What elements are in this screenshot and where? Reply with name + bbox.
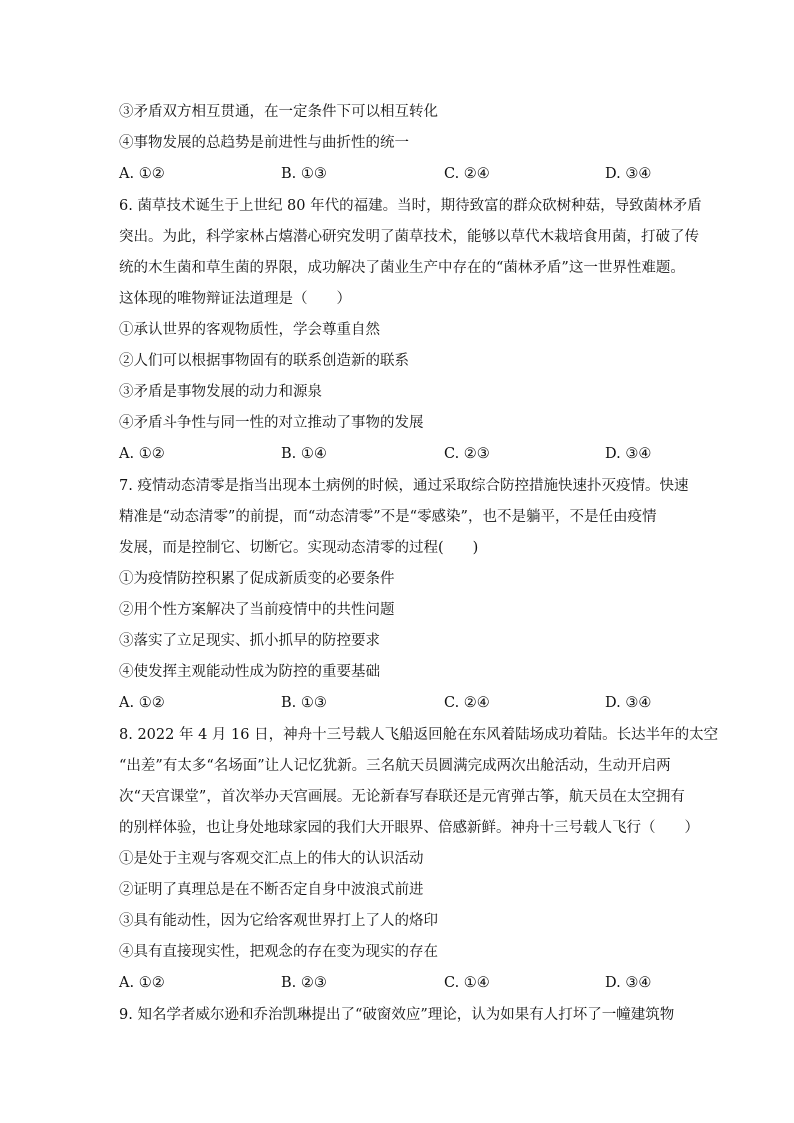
q6-statement-3: ③矛盾是事物发展的动力和源泉 bbox=[119, 384, 322, 400]
question-6-line-4: 这体现的唯物辩证法道理是（ ） bbox=[119, 291, 351, 307]
question-8-line-2: “出差”有太多“名场面”让人记忆犹新。三名航天员圆满完成两次出舱活动，生动开启两 bbox=[119, 758, 671, 774]
options-row bbox=[119, 164, 679, 184]
q6-statement-1: ①承认世界的客观物质性，学会尊重自然 bbox=[119, 322, 380, 338]
option-b: B. ②③ bbox=[281, 975, 327, 991]
question-8-line-3: 次“天宫课堂”，首次举办天宫画展。无论新春写春联还是元宵弹古筝，航天员在太空拥有 bbox=[119, 789, 685, 805]
option-d: D. ③④ bbox=[605, 695, 652, 711]
question-6-line-3: 统的木生菌和草生菌的界限，成功解决了菌业生产中存在的“菌林矛盾”这一世界性难题。 bbox=[119, 260, 685, 276]
option-a: A. ①② bbox=[119, 975, 165, 991]
statement-4: ④事物发展的总趋势是前进性与曲折性的统一 bbox=[119, 135, 409, 151]
option-c: C. ②④ bbox=[444, 695, 490, 711]
question-7-line-1: 7. 疫情动态清零是指当出现本土病例的时候，通过采取综合防控措施快速扑灭疫情。快速 bbox=[119, 478, 689, 494]
option-c: C. ①④ bbox=[444, 975, 490, 991]
q7-statement-2: ②用个性方案解决了当前疫情中的共性问题 bbox=[119, 602, 395, 618]
question-6-line-1: 6. 菌草技术诞生于上世纪 80 年代的福建。当时，期待致富的群众砍树种菇，导致菌林矛盾 bbox=[119, 198, 702, 214]
statement-3: ③矛盾双方相互贯通，在一定条件下可以相互转化 bbox=[119, 104, 438, 120]
q7-options-row bbox=[119, 693, 679, 713]
q6-statement-2: ②人们可以根据事物固有的联系创造新的联系 bbox=[119, 353, 409, 369]
q7-statement-3: ③落实了立足现实、抓小抓早的防控要求 bbox=[119, 633, 380, 649]
q8-statement-1: ①是处于主观与客观交汇点上的伟大的认识活动 bbox=[119, 851, 424, 867]
q8-options-row bbox=[119, 973, 679, 993]
question-9-line-1: 9. 知名学者威尔逊和乔治凯琳提出了“破窗效应”理论，认为如果有人打坏了一幢建筑物 bbox=[119, 1007, 675, 1023]
option-a: A. ①② bbox=[119, 695, 165, 711]
q8-statement-4: ④具有直接现实性，把观念的存在变为现实的存在 bbox=[119, 944, 438, 960]
option-c: C. ②③ bbox=[444, 446, 490, 462]
option-b: B. ①④ bbox=[281, 446, 327, 462]
question-8-line-4: 的别样体验，也让身处地球家园的我们大开眼界、倍感新鲜。神舟十三号载人飞行（ ） bbox=[119, 820, 699, 836]
question-8-line-1: 8. 2022 年 4 月 16 日，神舟十三号载人飞船返回舱在东风着陆场成功着陆。长达半年的太空 bbox=[119, 727, 719, 743]
question-7-line-3: 发展，而是控制它、切断它。实现动态清零的过程( ) bbox=[119, 540, 479, 556]
question-6-line-2: 突出。为此，科学家林占熺潜心研究发明了菌草技术，能够以草代木栽培食用菌，打破了传 bbox=[119, 229, 699, 245]
q7-statement-4: ④使发挥主观能动性成为防控的重要基础 bbox=[119, 664, 380, 680]
q8-statement-3: ③具有能动性，因为它给客观世界打上了人的烙印 bbox=[119, 913, 438, 929]
question-7-line-2: 精准是“动态清零”的前提，而“动态清零”不是“零感染”，也不是躺平，不是任由疫情 bbox=[119, 509, 657, 525]
option-c: C. ②④ bbox=[444, 166, 490, 182]
option-d: D. ③④ bbox=[605, 166, 652, 182]
q6-options-row bbox=[119, 444, 679, 464]
option-d: D. ③④ bbox=[605, 975, 652, 991]
option-d: D. ③④ bbox=[605, 446, 652, 462]
option-b: B. ①③ bbox=[281, 695, 327, 711]
option-a: A. ①② bbox=[119, 446, 165, 462]
q6-statement-4: ④矛盾斗争性与同一性的对立推动了事物的发展 bbox=[119, 415, 424, 431]
q7-statement-1: ①为疫情防控积累了促成新质变的必要条件 bbox=[119, 571, 395, 587]
q8-statement-2: ②证明了真理总是在不断否定自身中波浪式前进 bbox=[119, 882, 424, 898]
option-a: A. ①② bbox=[119, 166, 165, 182]
option-b: B. ①③ bbox=[281, 166, 327, 182]
